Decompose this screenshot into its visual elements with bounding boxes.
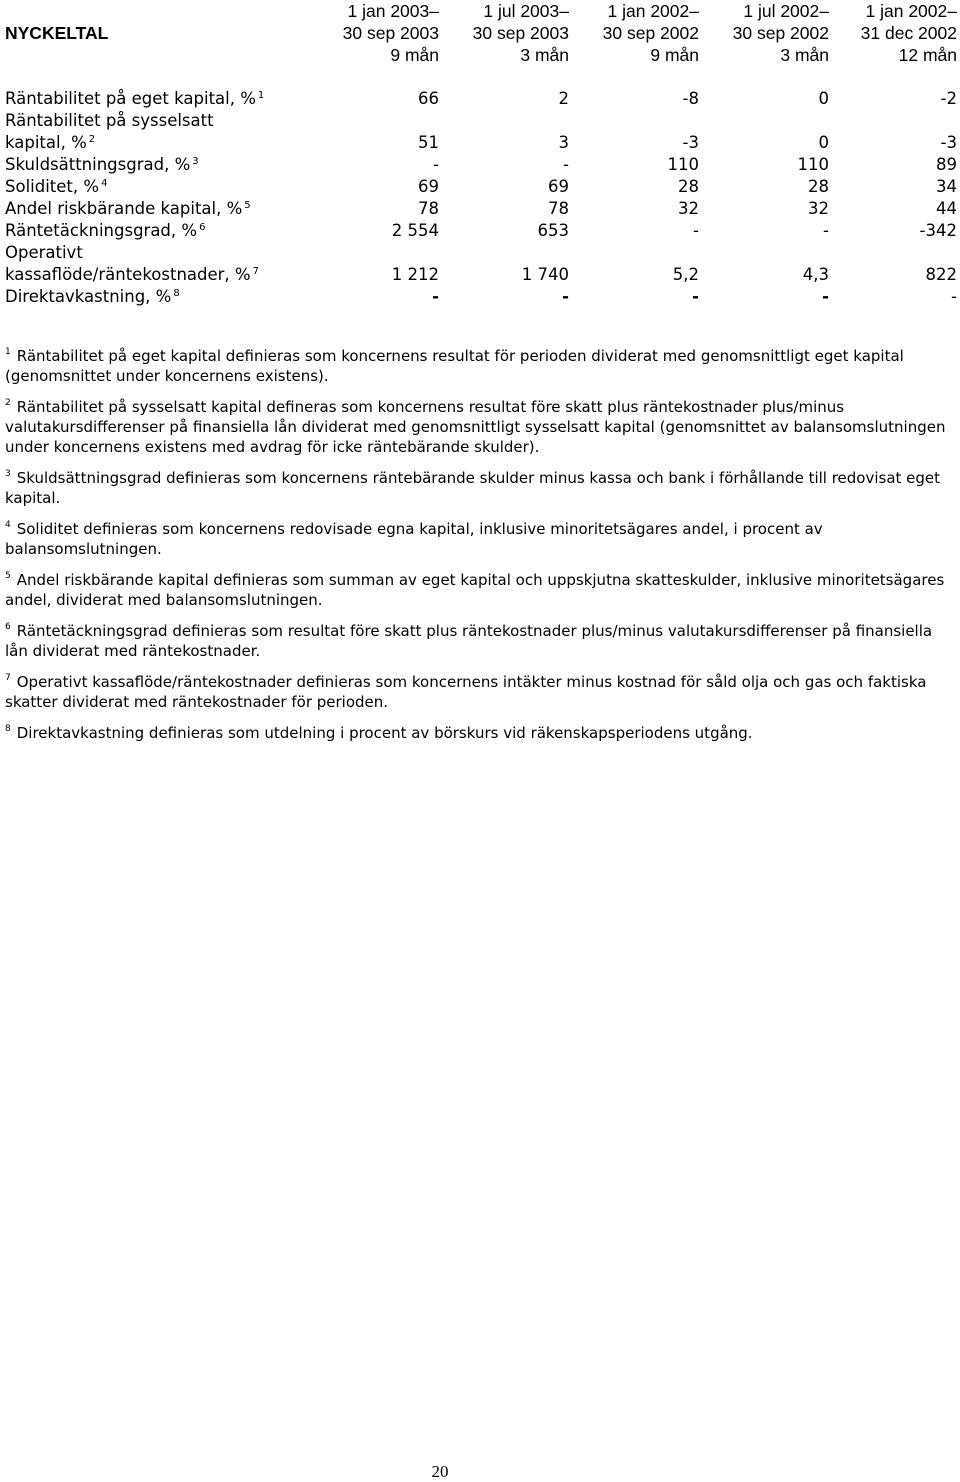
table-cell: 78 [418, 199, 439, 218]
table-cell: - [432, 287, 439, 306]
footnote: $^4$ Soliditet definieras som koncernens redovisade egna kapital, inklusive minoritetsägares andel, i procent av balansomslutningen. [5, 520, 823, 558]
table-cell: 2 [558, 89, 569, 108]
table-row [5, 154, 957, 176]
key-figures-table [5, 0, 957, 308]
column-header: 1 jan 2002– 30 sep 2002 9 mån [602, 1, 699, 65]
table-cell: 66 [418, 89, 439, 108]
table-cell: 28 [678, 177, 699, 196]
row-label: Operativt kassaflöde/räntekostnader, % $^7$ [5, 243, 259, 284]
table-cell: 69 [418, 177, 439, 196]
table-cell: 1 740 [521, 265, 569, 284]
table-row [5, 220, 957, 242]
footnote: $^5$ Andel riskbärande kapital definieras som summan av eget kapital och uppskjutna skatteskulder, inklusive minoritetsägares andel, dividerat med balansomslutningen. [5, 571, 945, 609]
table-cell: 5,2 [672, 265, 699, 284]
table-cell: 0 [818, 133, 829, 152]
row-label: Direktavkastning, % $^8$ [5, 287, 180, 306]
table-title: NYCKELTAL [5, 23, 109, 43]
table-row [5, 176, 957, 198]
footnote: $^7$ Operativt kassaflöde/räntekostnader definieras som koncernens intäkter minus kostnad för såld olja och gas och faktiska skatter dividerat med räntekostnader för perioden. [5, 673, 927, 711]
table-cell: 32 [678, 199, 699, 218]
table-cell: 4,3 [802, 265, 829, 284]
table-cell: 32 [808, 199, 829, 218]
table-cell: - [563, 155, 569, 174]
table-row [5, 110, 957, 154]
table-header-row [5, 0, 957, 66]
footnote: $^8$ Direktavkastning definieras som utdelning i procent av börskurs vid räkenskapsperiodens utgång. [5, 724, 753, 742]
table-cell: 1 212 [391, 265, 439, 284]
table-cell: 69 [548, 177, 569, 196]
footnote: $^1$ Räntabilitet på eget kapital definieras som koncernens resultat för perioden dividerat med genomsnittligt eget kapital (genomsnittet under koncernens existens). [5, 347, 904, 385]
table-cell: -8 [682, 89, 699, 108]
table-cell: 0 [818, 89, 829, 108]
table-cell: 44 [936, 199, 957, 218]
table-cell: -342 [919, 221, 957, 240]
table-cell: 78 [548, 199, 569, 218]
table-cell: 110 [797, 155, 829, 174]
table-row [5, 88, 957, 110]
table-row [5, 286, 957, 308]
row-label: Räntabilitet på eget kapital, % $^1$ [5, 89, 265, 108]
table-cell: - [822, 287, 829, 306]
footnote: $^6$ Räntetäckningsgrad definieras som resultat före skatt plus räntekostnader plus/minus valutakursdifferenser på finansiella lån dividerat med räntekostnader. [5, 622, 933, 660]
table-cell: - [951, 287, 957, 306]
footnote: $^3$ Skuldsättningsgrad definieras som koncernens räntebärande skulder minus kassa och bank i förhållande till redovisat eget kapital. [5, 469, 941, 507]
footnote: $^2$ Räntabilitet på sysselsatt kapital defineras som koncernens resultat före skatt plus räntekostnader plus/minus valutakursdifferenser på finansiella lån dividerat med genomsnittligt sysselsatt kapital (genomsnittet av balansomslutningen under koncernens existens med avdrag för icke räntebärande skulder). [5, 398, 946, 456]
row-label: Räntabilitet på sysselsatt kapital, % $^2$ [5, 111, 214, 152]
table-cell: 3 [558, 133, 569, 152]
table-cell: 34 [936, 177, 957, 196]
column-header: 1 jul 2003– 30 sep 2003 3 mån [472, 1, 569, 65]
table-cell: - [562, 287, 569, 306]
table-cell: -2 [940, 89, 957, 108]
column-header: 1 jul 2002– 30 sep 2002 3 mån [732, 1, 829, 65]
column-header: 1 jan 2003– 30 sep 2003 9 mån [342, 1, 439, 65]
table-row [5, 198, 957, 220]
row-label: Andel riskbärande kapital, % $^5$ [5, 199, 251, 218]
footnotes [5, 346, 955, 754]
table-row [5, 242, 957, 286]
table-cell: - [693, 221, 699, 240]
table-cell: - [433, 155, 439, 174]
column-header: 1 jan 2002– 31 dec 2002 12 mån [860, 1, 957, 65]
table-cell: 28 [808, 177, 829, 196]
table-cell: 51 [418, 133, 439, 152]
table-cell: 89 [936, 155, 957, 174]
row-label: Soliditet, % $^4$ [5, 177, 108, 196]
table-cell: - [823, 221, 829, 240]
table-cell: 822 [925, 265, 957, 284]
table-cell: -3 [940, 133, 957, 152]
table-cell: 2 554 [391, 221, 439, 240]
table-cell: - [692, 287, 699, 306]
page-number: 20 [431, 1462, 449, 1481]
row-label: Skuldsättningsgrad, % $^3$ [5, 155, 199, 174]
row-label: Räntetäckningsgrad, % $^6$ [5, 221, 206, 240]
table-cell: 653 [537, 221, 569, 240]
table-cell: 110 [667, 155, 699, 174]
table-cell: -3 [682, 133, 699, 152]
